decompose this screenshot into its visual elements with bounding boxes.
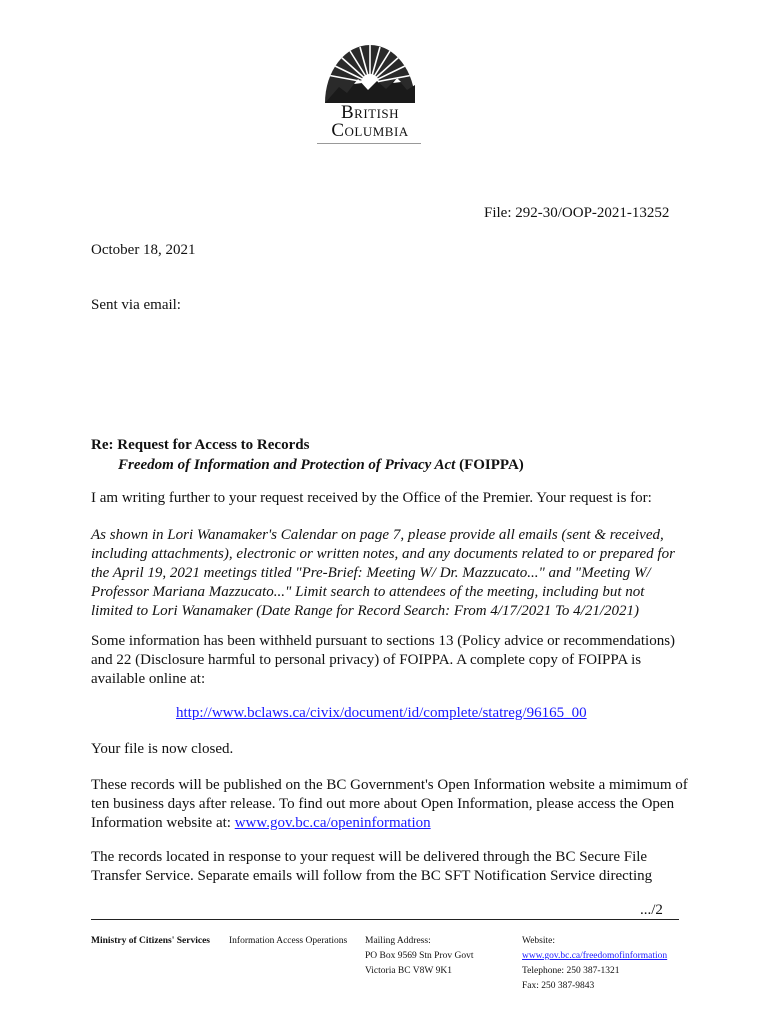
sent-via: Sent via email: — [91, 297, 181, 313]
logo-divider — [317, 143, 421, 144]
file-closed-text: Your file is now closed. — [91, 741, 234, 757]
open-information-link[interactable]: www.gov.bc.ca/openinformation — [234, 815, 431, 831]
footer-contact — [522, 934, 667, 994]
bc-logo — [315, 45, 425, 150]
open-info-text: These records will be published on the BC Government's Open Information website a mimimum of ten business days after release. To find out more about Open Information, please access the Open Information website at: — [91, 777, 688, 831]
page-continuation: .../2 — [640, 902, 663, 918]
footer-branch: Information Access Operations — [229, 936, 348, 946]
footer-ministry: Ministry of Citizens' Services — [91, 936, 210, 946]
letter-date: October 18, 2021 — [91, 242, 196, 258]
bc-sun-mountains-icon — [325, 45, 415, 103]
open-information-paragraph — [91, 776, 691, 833]
mailing-line2: Victoria BC V8W 9K1 — [365, 966, 452, 976]
logo-text-columbia: Columbia — [331, 120, 409, 141]
website-link[interactable]: www.gov.bc.ca/freedomofinformation — [522, 951, 668, 961]
website-label: Website: — [522, 936, 556, 946]
withheld-paragraph: Some information has been withheld pursuant to sections 13 (Policy advice or recommendations) and 22 (Disclosure harmful to personal privacy) of FOIPPA. A complete copy of FOIPPA is available online at: — [91, 633, 676, 687]
act-abbreviation: (FOIPPA) — [455, 457, 524, 473]
mailing-label: Mailing Address: — [365, 936, 431, 946]
footer-mailing-address — [365, 934, 473, 979]
mailing-line1: PO Box 9569 Stn Prov Govt — [365, 951, 474, 961]
foippa-link[interactable]: http://www.bclaws.ca/civix/document/id/complete/statreg/96165_00 — [176, 705, 587, 721]
fax: Fax: 250 387-9843 — [522, 981, 595, 991]
file-reference: File: 292-30/OOP-2021-13252 — [484, 205, 670, 221]
delivery-paragraph: The records located in response to your request will be delivered through the BC Secure File Transfer Service. Separate emails will follow from the BC SFT Notification Service directing — [91, 849, 653, 884]
act-title: Freedom of Information and Protection of Privacy Act — [118, 457, 456, 473]
footer-divider — [91, 919, 679, 920]
telephone: Telephone: 250 387-1321 — [522, 966, 620, 976]
intro-paragraph: I am writing further to your request received by the Office of the Premier. Your request is for: — [91, 490, 652, 506]
logo-text-british: British — [340, 102, 400, 123]
subject-line: Re: Request for Access to Records — [91, 437, 310, 453]
request-quote: As shown in Lori Wanamaker's Calendar on page 7, please provide all emails (sent & received, including attachments), electronic or written notes, and any documents related to or prepared for the April 19, 2021 meetings titled "Pre-Brief: Meeting W/ Dr. Mazzucato..." and "Meeting W/ Professor Mariana Mazzucato..." Limit search to attendees of the meeting, including but not limited to Lori Wanamaker (Date Range for Record Search: From 4/17/2021 To 4/21/2021) — [91, 527, 675, 619]
act-title-line — [118, 456, 524, 475]
